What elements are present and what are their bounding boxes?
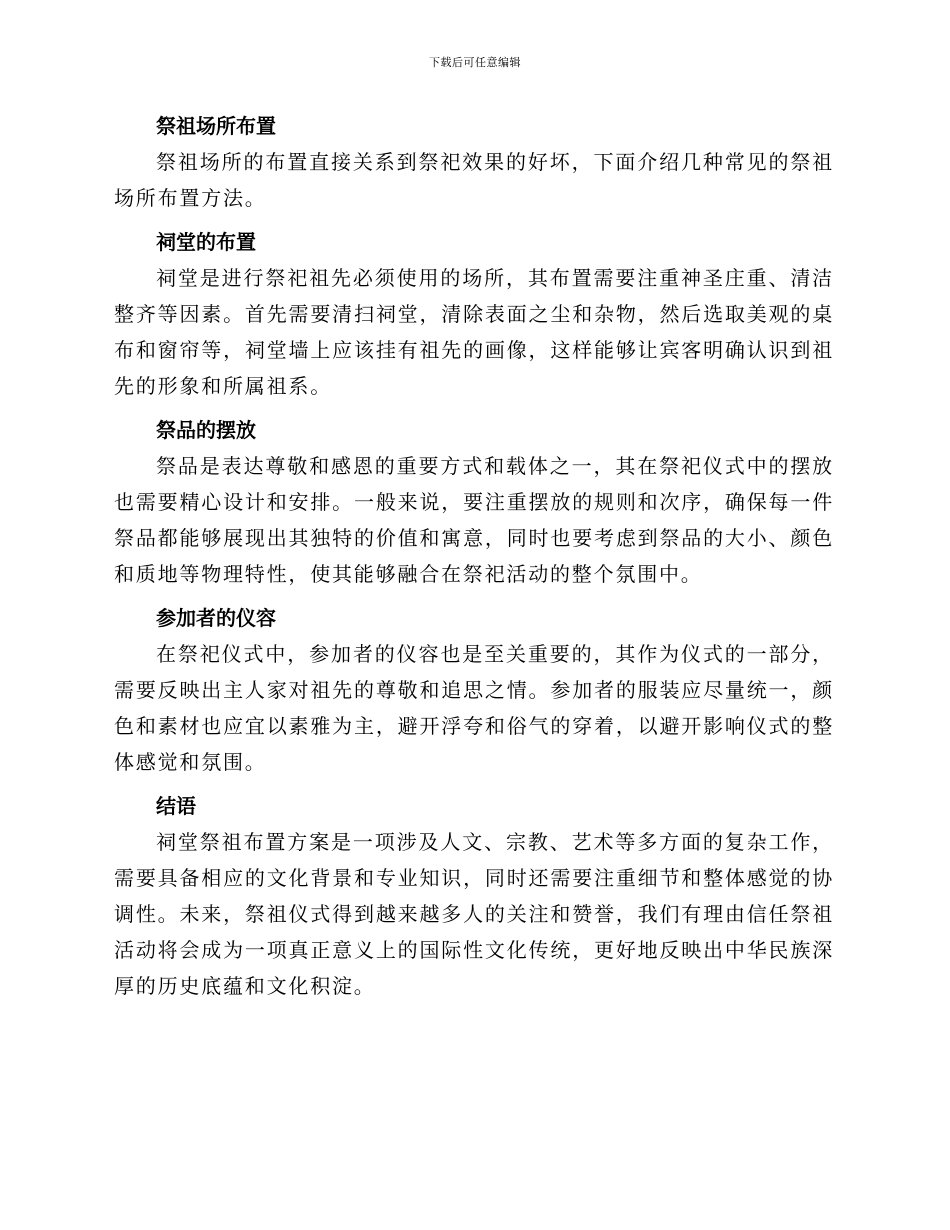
section-participants [114, 600, 834, 780]
section-conclusion [114, 788, 834, 1004]
section-heading: 结语 [156, 794, 196, 818]
section-venue-layout [114, 108, 834, 216]
section-paragraph: 祠堂是进行祭祀祖先必须使用的场所，其布置需要注重神圣庄重、清洁整齐等因素。首先需要清扫祠堂，清除表面之尘和杂物，然后选取美观的桌布和窗帘等，祠堂墙上应该挂有祖先的画像，这样能够让宾客明确认识到祖先的形象和所属祖系。 [114, 266, 834, 398]
section-heading: 祭品的摆放 [156, 418, 256, 442]
section-paragraph: 在祭祀仪式中，参加者的仪容也是至关重要的，其作为仪式的一部分，需要反映出主人家对祖先的尊敬和追思之情。参加者的服装应尽量统一，颜色和素材也应宜以素雅为主，避开浮夸和俗气的穿着，以避开影响仪式的整体感觉和氛围。 [114, 642, 834, 774]
section-heading: 参加者的仪容 [156, 606, 276, 630]
document-body [114, 108, 834, 1012]
section-paragraph: 祭祖场所的布置直接关系到祭祀效果的好坏，下面介绍几种常见的祭祖场所布置方法。 [114, 150, 834, 210]
section-heading: 祠堂的布置 [156, 230, 256, 254]
section-offerings [114, 412, 834, 592]
section-paragraph: 祠堂祭祖布置方案是一项涉及人文、宗教、艺术等多方面的复杂工作，需要具备相应的文化背景和专业知识，同时还需要注重细节和整体感觉的协调性。未来，祭祖仪式得到越来越多人的关注和赞誉，我们有理由信任祭祖活动将会成为一项真正意义上的国际性文化传统，更好地反映出中华民族深厚的历史底蕴和文化积淀。 [114, 830, 834, 998]
section-heading: 祭祖场所布置 [156, 114, 276, 138]
page-header-note: 下载后可任意编辑 [429, 56, 521, 69]
section-ancestral-hall [114, 224, 834, 404]
section-paragraph: 祭品是表达尊敬和感恩的重要方式和载体之一，其在祭祀仪式中的摆放也需要精心设计和安排。一般来说，要注重摆放的规则和次序，确保每一件祭品都能够展现出其独特的价值和寓意，同时也要考虑到祭品的大小、颜色和质地等物理特性，使其能够融合在祭祀活动的整个氛围中。 [114, 454, 834, 586]
